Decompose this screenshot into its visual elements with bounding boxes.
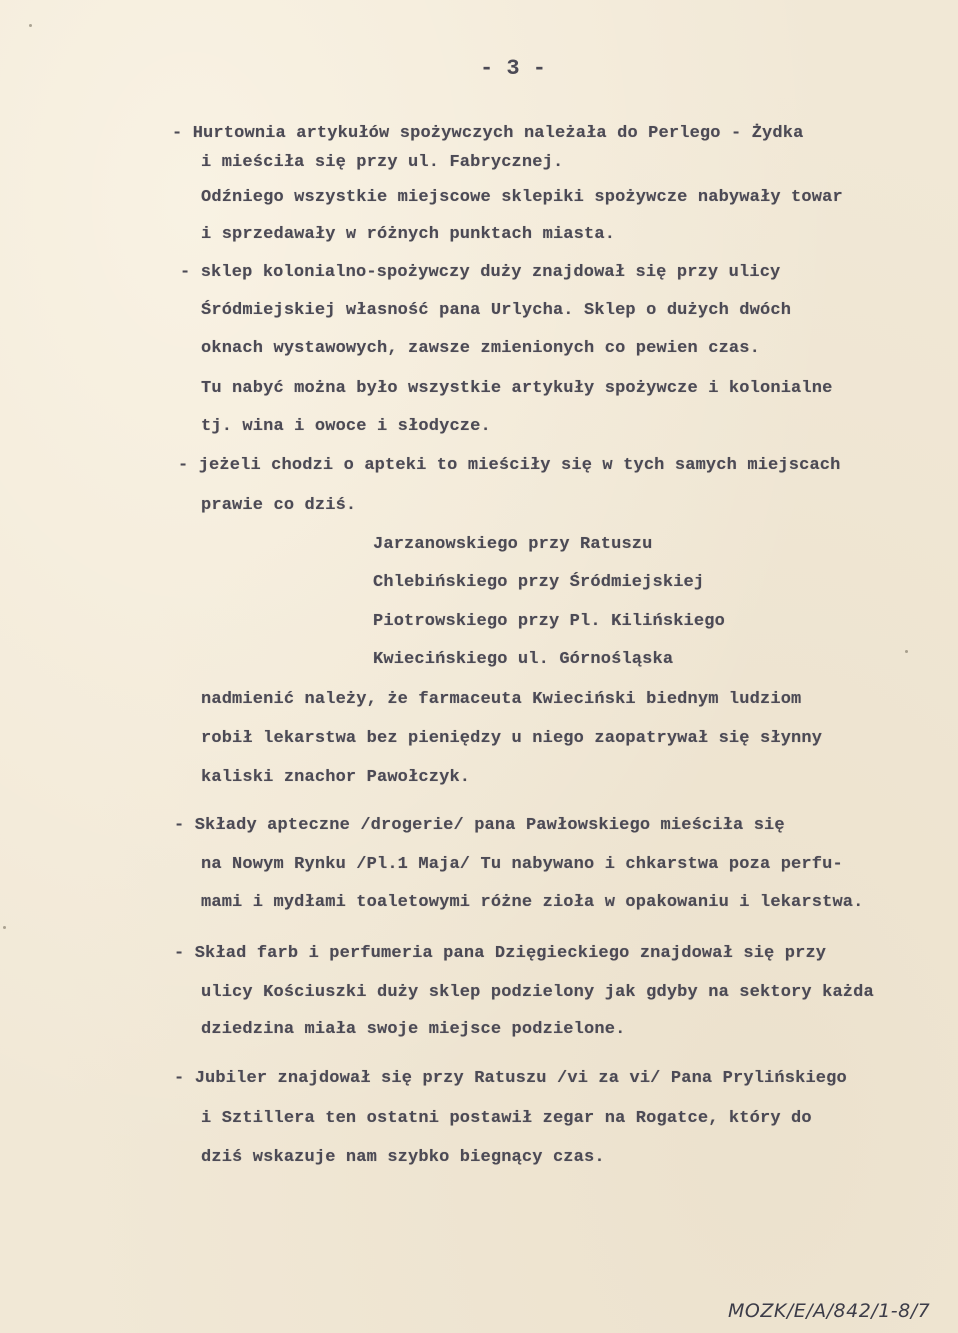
text-line: Tu nabyć można było wszystkie artykuły spożywcze i kolonialne [201, 379, 833, 398]
text-line: - Hurtownia artykułów spożywczych należała do Perlego - Żydka [172, 124, 804, 143]
text-line: i Sztillera ten ostatni postawił zegar na Rogatce, który do [201, 1109, 812, 1128]
text-line: Śródmiejskiej własność pana Urlycha. Sklep o dużych dwóch [201, 301, 792, 320]
text-line: prawie co dziś. [201, 496, 357, 515]
pharmacy-list-item: Chlebińskiego przy Śródmiejskiej [373, 573, 705, 592]
text-line: kaliski znachor Pawołczyk. [201, 768, 471, 787]
pharmacy-list-item: Piotrowskiego przy Pl. Kilińskiego [373, 612, 725, 631]
text-line: nadmienić należy, że farmaceuta Kwieciński biednym ludziom [201, 690, 802, 709]
text-line: oknach wystawowych, zawsze zmienionych co pewien czas. [201, 339, 760, 358]
text-line: - jeżeli chodzi o apteki to mieściły się w tych samych miejscach [178, 456, 841, 475]
text-line: ulicy Kościuszki duży sklep podzielony jak gdyby na sektory każda [201, 983, 874, 1002]
text-line: i sprzedawały w różnych punktach miasta. [201, 225, 616, 244]
text-line: na Nowym Rynku /Pl.1 Maja/ Tu nabywano i chkarstwa poza perfu- [201, 855, 843, 874]
text-line: mami i mydłami toaletowymi różne zioła w opakowaniu i lekarstwa. [201, 893, 864, 912]
pharmacy-list-item: Jarzanowskiego przy Ratuszu [373, 535, 653, 554]
text-line: dziedzina miała swoje miejsce podzielone. [201, 1020, 626, 1039]
paper-speck [3, 926, 6, 929]
text-line: dziś wskazuje nam szybko biegnący czas. [201, 1148, 605, 1167]
paper-speck [905, 650, 908, 653]
text-line: tj. wina i owoce i słodycze. [201, 417, 491, 436]
text-line: robił lekarstwa bez pieniędzy u niego zaopatrywał się słynny [201, 729, 823, 748]
text-line: - Skład farb i perfumeria pana Dzięgieckiego znajdował się przy [174, 944, 827, 963]
text-line: - Składy apteczne /drogerie/ pana Pawłowskiego mieściła się [174, 816, 785, 835]
pharmacy-list-item: Kwiecińskiego ul. Górnośląska [373, 650, 674, 669]
paper-speck [29, 24, 32, 27]
text-line: - Jubiler znajdował się przy Ratuszu /vi za vi/ Pana Prylińskiego [174, 1069, 847, 1088]
text-line: Odźniego wszystkie miejscowe sklepiki spożywcze nabywały towar [201, 188, 843, 207]
page-number: - 3 - [480, 56, 547, 81]
archive-signature: MOZK/E/A/842/1-8/7 [728, 1300, 931, 1322]
text-line: i mieściła się przy ul. Fabrycznej. [201, 153, 564, 172]
text-line: - sklep kolonialno-spożywczy duży znajdował się przy ulicy [180, 263, 781, 282]
